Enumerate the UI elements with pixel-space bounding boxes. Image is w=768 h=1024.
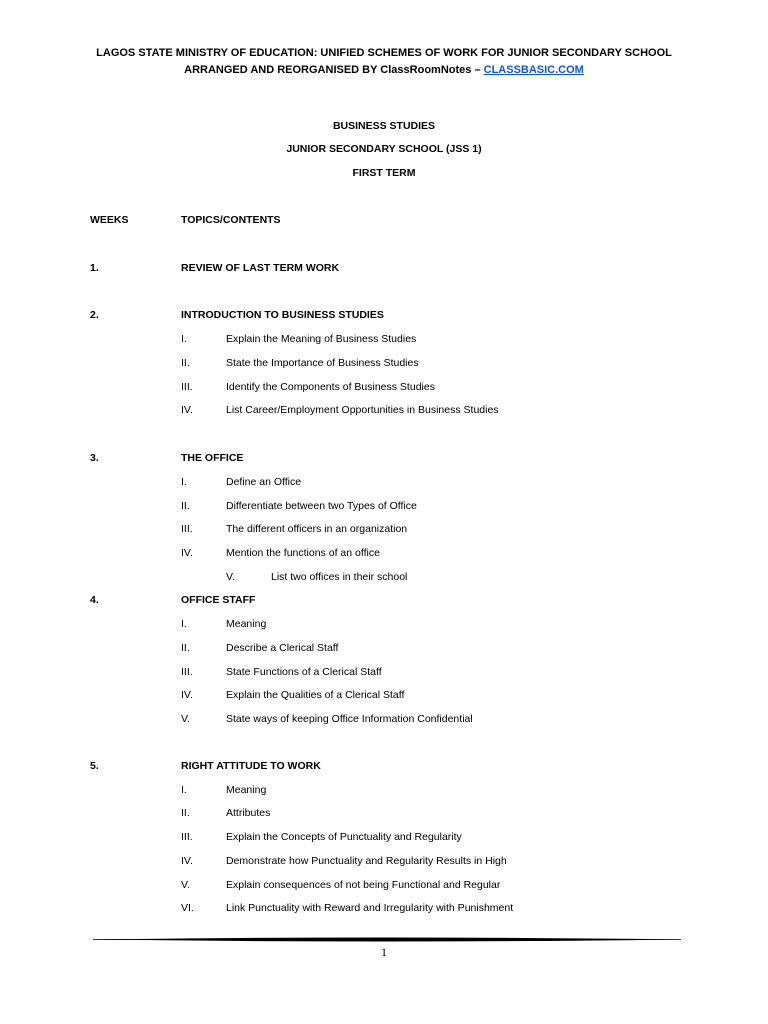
list-item-numeral: I. — [181, 476, 187, 488]
week-number: 2. — [90, 309, 99, 321]
list-item-text: Meaning — [226, 618, 267, 630]
list-item-numeral: IV. — [181, 547, 193, 559]
topics-column-heading: TOPICS/CONTENTS — [181, 214, 281, 226]
list-item-text: Explain the Qualities of a Clerical Staff — [226, 689, 405, 701]
list-item-text: Identify the Components of Business Studies — [226, 381, 435, 393]
list-item-text: Define an Office — [226, 476, 302, 488]
list-item-text: Link Punctuality with Reward and Irregularity with Punishment — [226, 902, 514, 914]
week-number: 5. — [90, 760, 99, 772]
week-topic-title: REVIEW OF LAST TERM WORK — [181, 262, 340, 274]
list-item-text: The different officers in an organization — [226, 523, 408, 535]
weeks-column-heading: WEEKS — [90, 214, 129, 226]
week-topic-title: RIGHT ATTITUDE TO WORK — [181, 760, 321, 772]
week-number: 3. — [90, 452, 99, 464]
list-item-text: State ways of keeping Office Information Confidential — [226, 713, 473, 725]
list-item-text: Meaning — [226, 784, 267, 796]
list-item-numeral: IV. — [181, 855, 193, 867]
list-item-numeral: II. — [181, 357, 190, 369]
list-item-numeral: V. — [181, 879, 190, 891]
list-item-numeral: I. — [181, 618, 187, 630]
list-item-text: Explain the Meaning of Business Studies — [226, 333, 417, 345]
list-item-text: Differentiate between two Types of Office — [226, 500, 417, 512]
list-item-text: State the Importance of Business Studies — [226, 357, 419, 369]
week-number: 4. — [90, 594, 99, 606]
term-title: FIRST TERM — [352, 167, 416, 179]
list-item-text: List two offices in their school — [271, 571, 408, 583]
list-item-numeral: VI. — [181, 902, 194, 914]
class-title: JUNIOR SECONDARY SCHOOL (JSS 1) — [286, 143, 482, 155]
footer-divider — [93, 937, 681, 942]
list-item-numeral: II. — [181, 642, 190, 654]
classbasic-link[interactable]: CLASSBASIC.COM — [483, 64, 584, 76]
list-item-numeral: II. — [181, 807, 190, 819]
week-topic-title: THE OFFICE — [181, 452, 244, 464]
list-item-numeral: V. — [226, 571, 235, 583]
page-number: 1 — [381, 945, 387, 959]
document-header-line1: LAGOS STATE MINISTRY OF EDUCATION: UNIFIED SCHEMES OF WORK FOR JUNIOR SECONDARY SCHOOL — [96, 47, 672, 59]
list-item-text: Mention the functions of an office — [226, 547, 380, 559]
list-item-numeral: III. — [181, 381, 193, 393]
list-item-numeral: I. — [181, 784, 187, 796]
list-item-text: Explain the Concepts of Punctuality and Regularity — [226, 831, 462, 843]
list-item-text: Demonstrate how Punctuality and Regularity Results in High — [226, 855, 507, 867]
list-item-text: Describe a Clerical Staff — [226, 642, 339, 654]
subject-title: BUSINESS STUDIES — [332, 120, 436, 132]
list-item-numeral: I. — [181, 333, 187, 345]
list-item-numeral: II. — [181, 500, 190, 512]
list-item-numeral: III. — [181, 666, 193, 678]
list-item-text: Explain consequences of not being Functional and Regular — [226, 879, 501, 891]
list-item-numeral: III. — [181, 831, 193, 843]
document-header-line2 — [0, 62, 768, 79]
list-item-numeral: IV. — [181, 404, 193, 416]
list-item-text: State Functions of a Clerical Staff — [226, 666, 382, 678]
list-item-text: Attributes — [226, 807, 271, 819]
list-item-numeral: IV. — [181, 689, 193, 701]
header-credit-text: ARRANGED AND REORGANISED BY ClassRoomNotes – — [184, 64, 484, 76]
week-topic-title: OFFICE STAFF — [181, 594, 256, 606]
week-topic-title: INTRODUCTION TO BUSINESS STUDIES — [181, 309, 384, 321]
list-item-numeral: V. — [181, 713, 190, 725]
list-item-numeral: III. — [181, 523, 193, 535]
week-number: 1. — [90, 262, 99, 274]
list-item-text: List Career/Employment Opportunities in Business Studies — [226, 404, 499, 416]
